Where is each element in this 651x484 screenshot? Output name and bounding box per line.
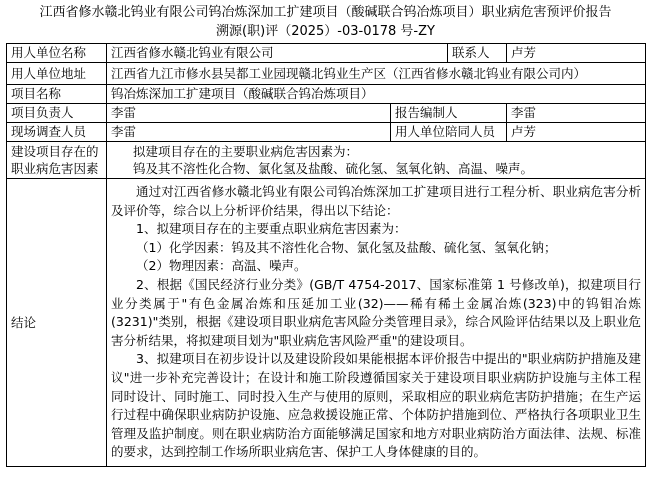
escort-value: 卢芳 bbox=[507, 123, 646, 142]
address-value: 江西省九江市修水县吴都工业园现赣北钨业生产区（江西省修水赣北钨业有限公司内） bbox=[107, 63, 646, 85]
conclusion-paragraph-3: 3、拟建项目在初步设计以及建设阶段如果能根据本评价报告中提出的"职业病防护措施及建议"进一步补充完善设计；在设计和施工阶段遵循国家关于建设项目职业病防护设施与主体工程同时设计、同时施工、同时投入生产与使用的原则，采取相应的职业病危害防护措施；在生产运行过程中确保职业病防护设施、应急救援设施正常、个体防护措施到位、严格执行各项职业卫生管理及监护制度。则在职业病防治方面能够满足国家和地方对职业病防治方面法律、法规、标准的要求，达到控制工作场所职业病危害、保护工人身体健康的目的。 bbox=[111, 351, 641, 460]
contact-label: 联系人 bbox=[448, 44, 507, 63]
conclusion-paragraph-intro: 通过对江西省修水赣北钨业有限公司钨冶炼深加工扩建项目进行工程分析、职业病危害分析及评价等，综合以上分析评价结果，得出以下结论： bbox=[111, 184, 641, 218]
row-hazard bbox=[7, 142, 646, 179]
report-title bbox=[0, 0, 651, 41]
investigator-value: 李雷 bbox=[107, 123, 391, 142]
row-conclusion bbox=[7, 179, 646, 467]
report-title-line1: 江西省修水赣北钨业有限公司钨冶炼深加工扩建项目（酸碱联合钨冶炼项目）职业病危害预评价报告 bbox=[39, 5, 612, 20]
leader-value: 李雷 bbox=[107, 104, 391, 123]
conclusion-paragraph-2: 2、根据《国民经济行业分类》(GB/T 4754-2017、国家标准第 1 号修改单)，拟建项目行业分类属于"有色金属冶炼和压延加工业(32)——稀有稀土金属冶炼(323)中的钨钼冶炼(3231)"类别，根据《建设项目职业病危害风险分类管理目录》，综合风险评估结果以及上职业危害分析结果，将拟建项目划为"职业病危害风险严重"的建设项目。 bbox=[111, 277, 641, 348]
report-number: 溯源(职)评（2025）-03-0178 号-ZY bbox=[216, 24, 435, 39]
author-label: 报告编制人 bbox=[391, 104, 507, 123]
contact-value: 卢芳 bbox=[507, 44, 646, 63]
author-value: 李雷 bbox=[507, 104, 646, 123]
row-employer bbox=[7, 44, 646, 63]
conclusion-chemical-factors: （1）化学因素：钨及其不溶性化合物、氯化氢及盐酸、硫化氢、氢氧化钠； bbox=[136, 239, 557, 255]
row-leader bbox=[7, 104, 646, 123]
address-label: 用人单位地址 bbox=[7, 63, 107, 85]
escort-label: 用人单位陪同人员 bbox=[391, 123, 507, 142]
conclusion-text bbox=[107, 179, 646, 467]
employer-value: 江西省修水赣北钨业有限公司 bbox=[107, 44, 448, 63]
conclusion-paragraph-1: 1、拟建项目存在的主要重点职业病危害因素为： bbox=[136, 221, 407, 237]
project-value: 钨冶炼深加工扩建项目（酸碱联合钨冶炼项目） bbox=[107, 85, 646, 104]
leader-label: 项目负责人 bbox=[7, 104, 107, 123]
hazard-list: 钨及其不溶性化合物、氯化氢及盐酸、硫化氢、氢氧化钠、高温、噪声。 bbox=[133, 161, 534, 176]
conclusion-physical-factors: （2）物理因素：高温、噪声。 bbox=[136, 258, 307, 274]
employer-label: 用人单位名称 bbox=[7, 44, 107, 63]
conclusion-label: 结论 bbox=[7, 179, 107, 467]
row-address bbox=[7, 63, 646, 85]
project-label: 项目名称 bbox=[7, 85, 107, 104]
investigator-label: 现场调查人员 bbox=[7, 123, 107, 142]
hazard-value bbox=[107, 142, 646, 179]
report-info-table bbox=[6, 43, 646, 467]
hazard-intro: 拟建项目存在的主要职业病危害因素为： bbox=[133, 144, 359, 159]
hazard-label: 建设项目存在的职业病危害因素 bbox=[7, 142, 107, 179]
row-project bbox=[7, 85, 646, 104]
row-investigator bbox=[7, 123, 646, 142]
